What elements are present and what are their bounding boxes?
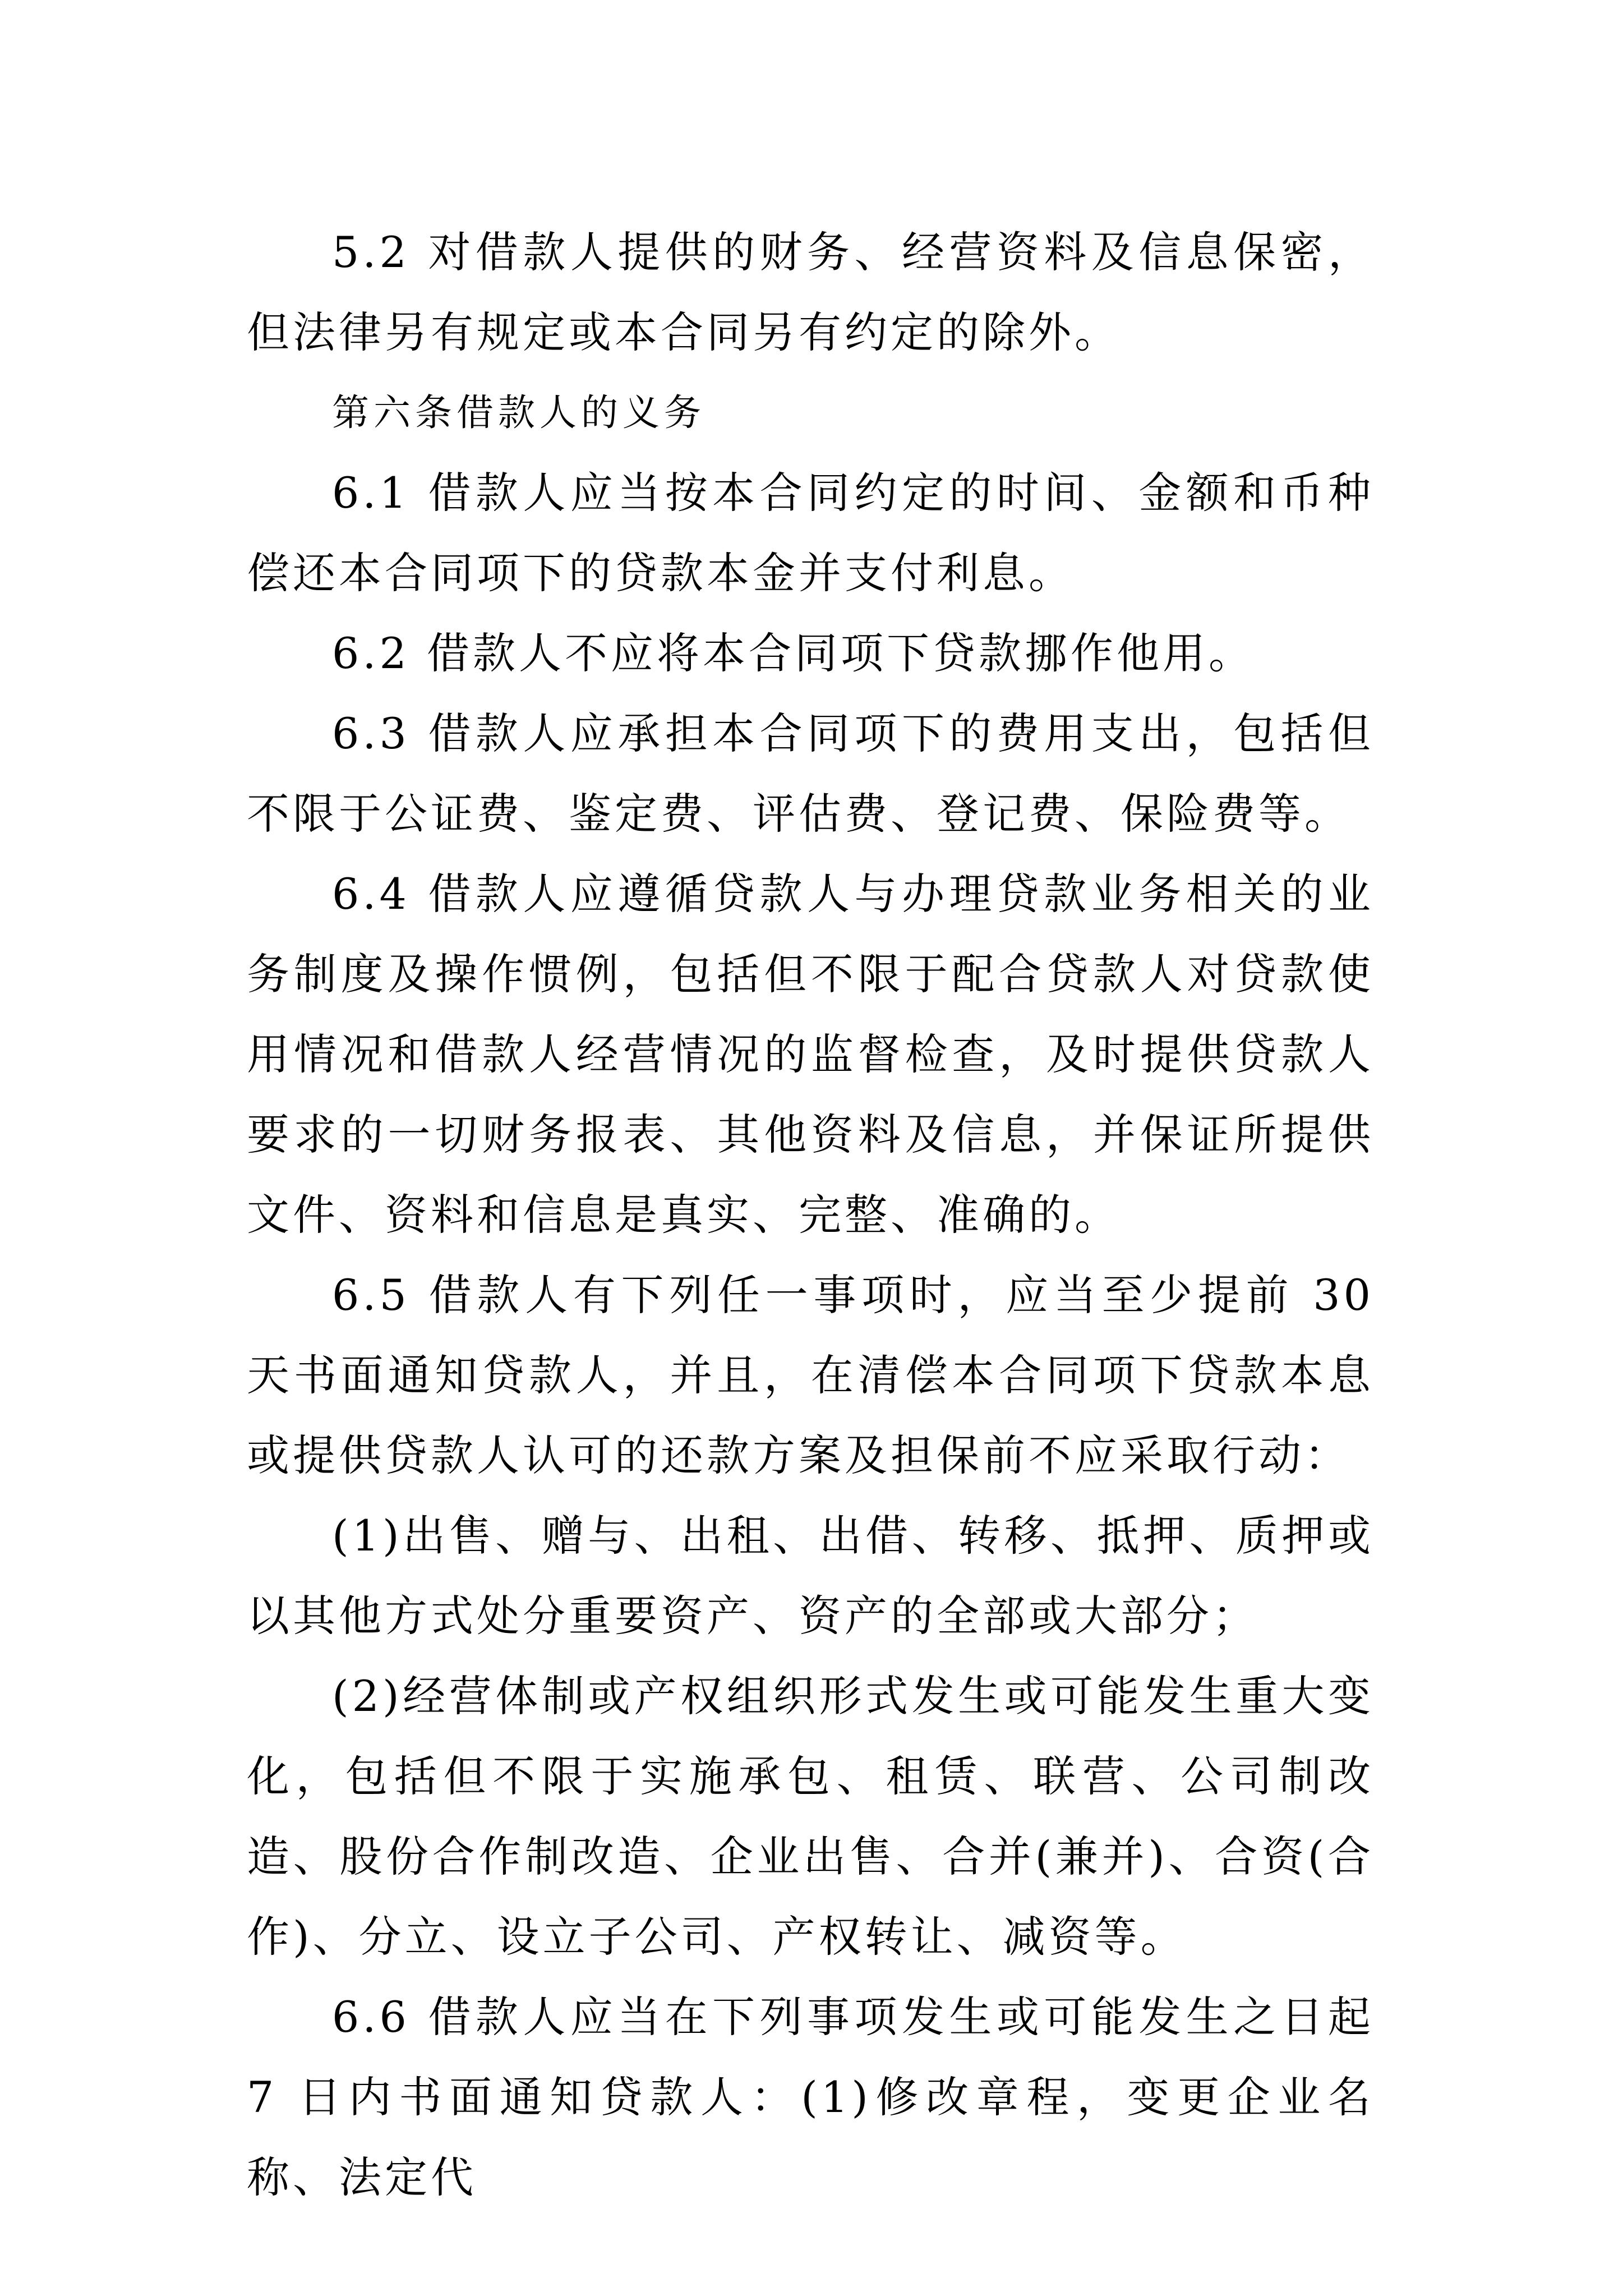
document-body [247, 212, 1374, 2217]
clause-5-2: 5.2 对借款人提供的财务、经营资料及信息保密，但法律另有规定或本合同另有约定的除外。 [247, 227, 1374, 357]
clause-6-3: 6.3 借款人应承担本合同项下的费用支出，包括但不限于公证费、鉴定费、评估费、登记费、保险费等。 [247, 708, 1374, 839]
clause-6-5: 6.5 借款人有下列任一事项时，应当至少提前 30 天书面通知贷款人，并且，在清偿本合同项下贷款本息或提供贷款人认可的还款方案及担保前不应采取行动： [247, 1270, 1374, 1480]
clause-6-5-item-1: (1)出售、赠与、出租、出借、转移、抵押、质押或以其他方式处分重要资产、资产的全部或大部分； [247, 1511, 1374, 1641]
article-6-heading: 第六条借款人的义务 [332, 391, 706, 434]
clause-6-5-item-2: (2)经营体制或产权组织形式发生或可能发生重大变化，包括但不限于实施承包、租赁、联营、公司制改造、股份合作制改造、企业出售、合并(兼并)、合资(合作)、分立、设立子公司、产权转让、减资等。 [247, 1671, 1374, 1962]
clause-6-4: 6.4 借款人应遵循贷款人与办理贷款业务相关的业务制度及操作惯例，包括但不限于配合贷款人对贷款使用情况和借款人经营情况的监督检查，及时提供贷款人要求的一切财务报表、其他资料及信息，并保证所提供文件、资料和信息是真实、完整、准确的。 [247, 869, 1374, 1240]
clause-6-2: 6.2 借款人不应将本合同项下贷款挪作他用。 [332, 628, 1255, 678]
clause-6-1: 6.1 借款人应当按本合同约定的时间、金额和币种偿还本合同项下的贷款本金并支付利息。 [247, 468, 1374, 598]
clause-6-6: 6.6 借款人应当在下列事项发生或可能发生之日起 7 日内书面通知贷款人：(1)修改章程，变更企业名称、法定代 [247, 1992, 1374, 2202]
